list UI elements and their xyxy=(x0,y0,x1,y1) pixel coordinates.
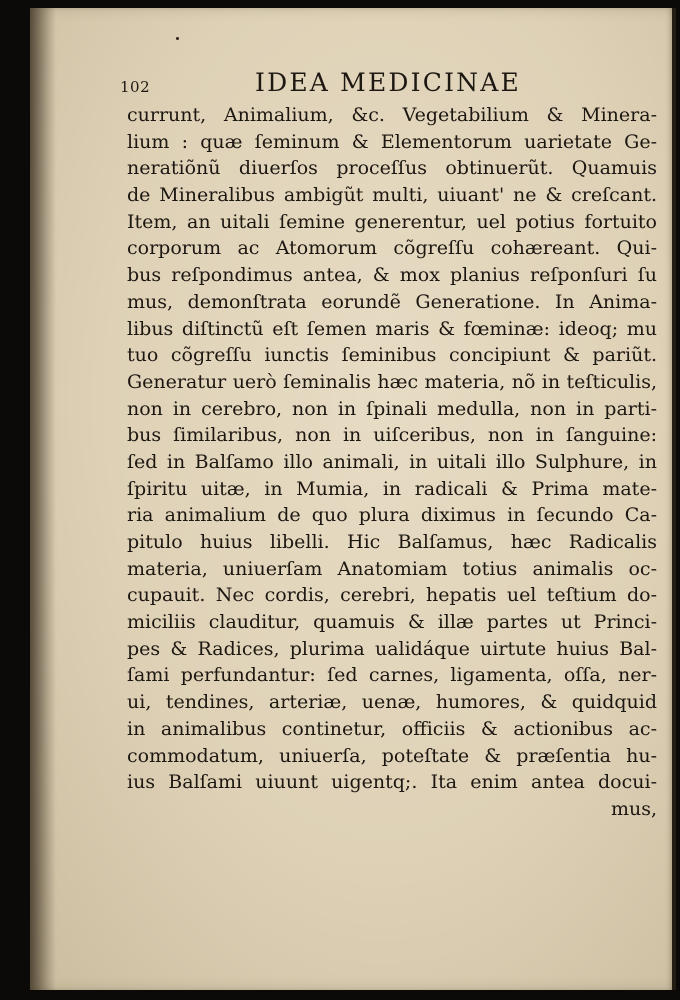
text-line: ius Balſami uiuunt uigentq;. Ita enim antea docui- xyxy=(127,771,657,794)
page-header xyxy=(120,68,660,102)
text-line: bus ſimilaribus, non in uiſceribus, non in ſanguine: xyxy=(127,424,657,447)
text-line: Item, an uitali ſemine generentur, uel potius fortuito xyxy=(127,210,657,233)
text-line: ui, tendines, arteriæ, uenæ, humores, & quidquid xyxy=(127,691,657,714)
text-line: ria animalium de quo plura diximus in ſecundo Ca- xyxy=(127,504,657,527)
text-line: Generatur uerò ſeminalis hæc materia, nõ in teſticulis, xyxy=(127,370,657,393)
text-line: bus reſpondimus antea, & mox planius reſponſuri ſu xyxy=(127,264,657,287)
text-line: commodatum, uniuerſa, poteſtate & præſentia hu- xyxy=(127,744,657,767)
text-line: in animalibus continetur, officiis & actionibus ac- xyxy=(127,717,657,740)
text-line: de Mineralibus ambigũt multi, uiuant' ne & creſcant. xyxy=(127,184,657,207)
text-line: miciliis clauditur, quamuis & illæ partes ut Princi- xyxy=(127,611,657,634)
text-line: pitulo huius libelli. Hic Balſamus, hæc Radicalis xyxy=(127,531,657,553)
text-line: lium : quæ ſeminum & Elementorum uarietate Ge- xyxy=(127,130,657,153)
ink-speck xyxy=(176,37,179,40)
text-line: mus, demonſtrata eorundẽ Generatione. In Anima- xyxy=(127,290,657,313)
text-line: ſpiritu uitæ, in Mumia, in radicali & Prima mate- xyxy=(127,477,657,500)
page-edge xyxy=(672,8,676,990)
running-title: IDEA MEDICINAE xyxy=(255,68,521,97)
text-line: ſami perfundantur: ſed carnes, ligamenta, oſſa, ner- xyxy=(127,664,657,687)
body-text xyxy=(127,102,657,823)
text-line: neratiõnũ diuerſos proceſſus obtinuerũt. Quamuis xyxy=(127,157,657,180)
text-line: non in cerebro, non in ſpinali medulla, non in parti- xyxy=(127,397,657,420)
page-number: 102 xyxy=(120,78,151,96)
text-line: libus diſtinctũ eſt ſemen maris & fœminæ: ideoq; mu xyxy=(127,317,657,340)
text-line: corporum ac Atomorum cõgreſſu cohæreant. Qui- xyxy=(127,237,657,260)
text-line: cupauit. Nec cordis, cerebri, hepatis uel teſtium do- xyxy=(127,584,657,607)
text-line: currunt, Animalium, &c. Vegetabilium & Minera- xyxy=(127,104,657,126)
page-gutter-shadow xyxy=(30,8,56,990)
catchword: mus, xyxy=(610,797,657,820)
text-line: pes & Radices, plurima ualidáque uirtute huius Bal- xyxy=(127,637,657,660)
text-line: tuo cõgreſſu iunctis ſeminibus concipiunt & pariũt. xyxy=(127,344,657,367)
text-line: materia, uniuerſam Anatomiam totius animalis oc- xyxy=(127,557,657,580)
text-line: ſed in Balſamo illo animali, in uitali illo Sulphure, in xyxy=(127,450,657,473)
